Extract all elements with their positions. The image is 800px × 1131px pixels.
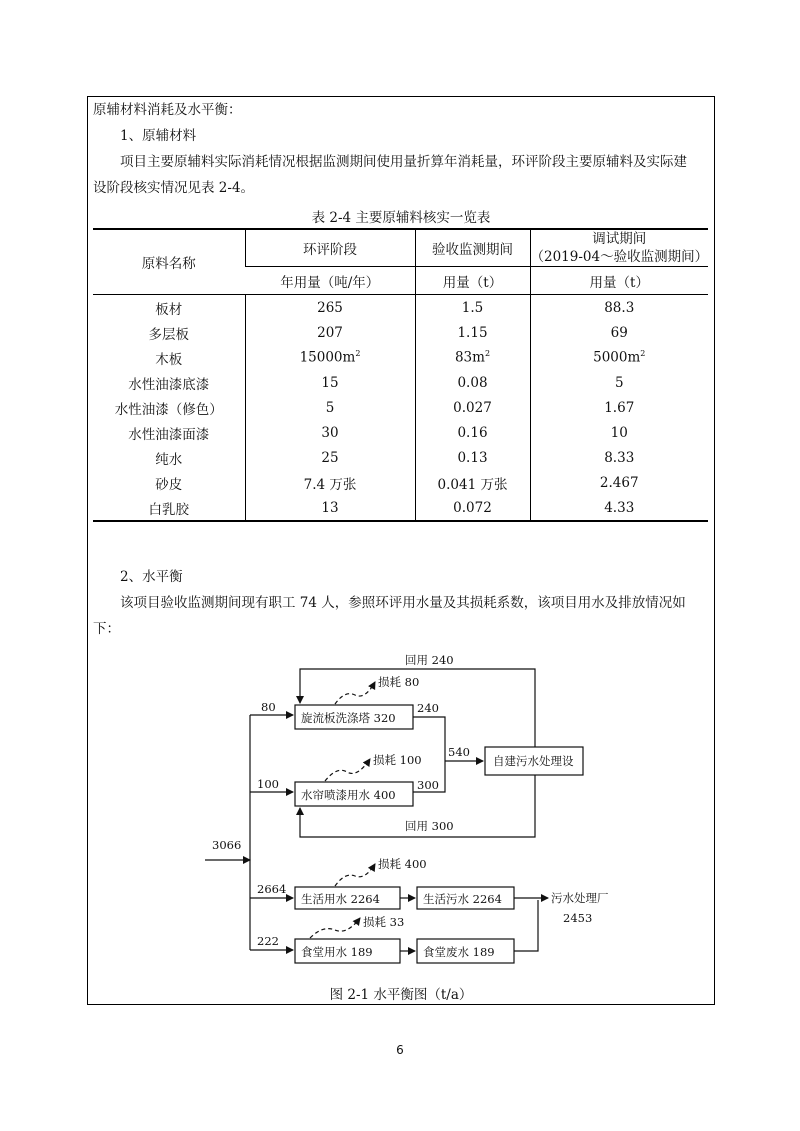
table-row: 板材 265 1.5 88.3: [93, 295, 708, 321]
table-row: 砂皮 7.4 万张 0.041 万张 2.467: [93, 470, 708, 495]
box-domestic-label: 生活用水 2264: [301, 892, 380, 906]
table-row: 木板 $15000m^2$ $83m^2$ $5000m^2$: [93, 345, 708, 370]
sub-header-eia: 年用量（吨/年）: [280, 274, 380, 291]
label-300: 300: [417, 778, 439, 792]
table-caption: 表 2-4 主要原辅料核实一览表: [311, 210, 491, 226]
label-total: 3066: [212, 838, 242, 852]
table-row: 水性油漆底漆 15 0.08 5: [93, 370, 708, 395]
label-222: 222: [257, 934, 279, 948]
table-row: 水性油漆（修色） 5 0.027 1.67: [93, 395, 708, 420]
heading: 原辅材料消耗及水平衡：: [93, 102, 242, 118]
label-100: 100: [257, 777, 279, 791]
col-header-accept: 验收监测期间: [415, 229, 530, 267]
table-row: 纯水 25 0.13 8.33: [93, 445, 708, 470]
label-540: 540: [448, 745, 470, 759]
label-loss400: 损耗 400: [378, 857, 427, 871]
box-tower-label: 旋流板洗涤塔 320: [301, 711, 396, 725]
label-80: 80: [261, 700, 276, 714]
label-2664: 2664: [257, 882, 287, 896]
table-row: 多层板 207 1.15 69: [93, 320, 708, 345]
section2-title: 2、水平衡: [120, 569, 183, 585]
box-canteen-label: 食堂用水 189: [301, 945, 373, 959]
label-loss100: 损耗 100: [373, 753, 422, 767]
box-domestic-sewage-label: 生活污水 2264: [423, 892, 502, 906]
label-plant: 污水处理厂: [551, 891, 609, 905]
label-reuse300: 回用 300: [405, 819, 454, 833]
sub-header-accept: 用量（t）: [415, 267, 530, 295]
section2-para-line2: 下：: [93, 621, 120, 637]
materials-table: [93, 228, 708, 522]
table-row: 水性油漆面漆 30 0.16 10: [93, 420, 708, 445]
figure-caption: 图 2-1 水平衡图（t/a）: [329, 987, 473, 1003]
label-2453: 2453: [563, 911, 593, 925]
section1-para-line1: 项目主要原辅料实际消耗情况根据监测期间使用量折算年消耗量，环评阶段主要原辅料及实际建: [120, 154, 687, 170]
col-header-eia: 环评阶段: [245, 229, 415, 267]
box-curtain-label: 水帘喷漆用水 400: [301, 788, 396, 802]
col-header-name: 原料名称: [93, 229, 245, 295]
water-balance-diagram: [195, 650, 625, 980]
label-reuse240: 回用 240: [405, 653, 454, 667]
section1-title: 1、原辅材料: [120, 128, 197, 144]
box-treatment-label: 自建污水处理设: [493, 754, 574, 768]
label-240: 240: [417, 701, 439, 715]
box-canteen-waste-label: 食堂废水 189: [423, 945, 495, 959]
label-loss80: 损耗 80: [378, 675, 420, 689]
label-loss33: 损耗 33: [363, 915, 405, 929]
sub-header-debug: 用量（t）: [530, 267, 708, 295]
col-header-debug: 调试期间 （2019-04～验收监测期间）: [530, 231, 709, 265]
section1-para-line2: 设阶段核实情况见表 2-4。: [93, 180, 255, 196]
section2-para-line1: 该项目验收监测期间现有职工 74 人，参照环评用水量及其损耗系数，该项目用水及排放情况如: [120, 595, 686, 611]
table-row: 白乳胶 13 0.072 4.33: [93, 495, 708, 521]
page-number: 6: [396, 1043, 404, 1057]
